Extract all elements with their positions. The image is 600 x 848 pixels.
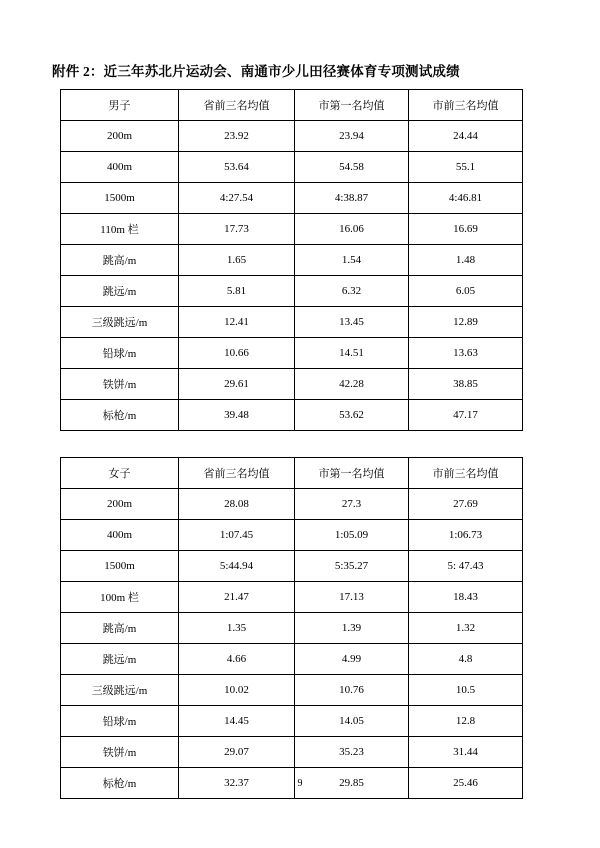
event-name: 铁饼/m [61, 369, 179, 400]
table-row [61, 706, 523, 737]
city-top3-avg: 24.44 [409, 121, 523, 152]
event-name: 1500m [61, 183, 179, 214]
city-first-avg: 14.05 [295, 706, 409, 737]
province-top3-avg: 29.61 [179, 369, 295, 400]
province-top3-avg: 10.66 [179, 338, 295, 369]
column-header: 男子 [61, 90, 179, 121]
table-row [61, 520, 523, 551]
city-first-avg: 35.23 [295, 737, 409, 768]
table-row [61, 183, 523, 214]
city-top3-avg: 12.89 [409, 307, 523, 338]
city-top3-avg: 47.17 [409, 400, 523, 431]
city-top3-avg: 10.5 [409, 675, 523, 706]
city-first-avg: 5:35.27 [295, 551, 409, 582]
city-top3-avg: 27.69 [409, 489, 523, 520]
city-first-avg: 53.62 [295, 400, 409, 431]
women-results-table [60, 457, 523, 799]
event-name: 110m 栏 [61, 214, 179, 245]
province-top3-avg: 5.81 [179, 276, 295, 307]
column-header: 市第一名均值 [295, 90, 409, 121]
city-top3-avg: 25.46 [409, 768, 523, 799]
table-header-row [61, 90, 523, 121]
page-title: 附件 2：近三年苏北片运动会、南通市少儿田径赛体育专项测试成绩 [52, 64, 460, 79]
city-first-avg: 16.06 [295, 214, 409, 245]
table-row [61, 675, 523, 706]
province-top3-avg: 12.41 [179, 307, 295, 338]
column-header: 市前三名均值 [409, 90, 523, 121]
city-first-avg: 1.54 [295, 245, 409, 276]
province-top3-avg: 4:27.54 [179, 183, 295, 214]
city-first-avg: 29.85 [295, 768, 409, 799]
column-header: 市前三名均值 [409, 458, 523, 489]
event-name: 1500m [61, 551, 179, 582]
province-top3-avg: 4.66 [179, 644, 295, 675]
event-name: 铅球/m [61, 706, 179, 737]
city-top3-avg: 16.69 [409, 214, 523, 245]
page-number: 9 [297, 778, 303, 789]
city-top3-avg: 18.43 [409, 582, 523, 613]
table-row [61, 307, 523, 338]
city-first-avg: 10.76 [295, 675, 409, 706]
table-row [61, 245, 523, 276]
table-row [61, 400, 523, 431]
table-row [61, 152, 523, 183]
table-row [61, 582, 523, 613]
table-row [61, 369, 523, 400]
city-top3-avg: 38.85 [409, 369, 523, 400]
men-results-table [60, 89, 523, 431]
city-top3-avg: 31.44 [409, 737, 523, 768]
province-top3-avg: 23.92 [179, 121, 295, 152]
city-top3-avg: 13.63 [409, 338, 523, 369]
province-top3-avg: 5:44.94 [179, 551, 295, 582]
table-row [61, 121, 523, 152]
table-row [61, 276, 523, 307]
table-row [61, 737, 523, 768]
province-top3-avg: 32.37 [179, 768, 295, 799]
city-first-avg: 4:38.87 [295, 183, 409, 214]
table-header-row [61, 458, 523, 489]
province-top3-avg: 1:07.45 [179, 520, 295, 551]
city-first-avg: 14.51 [295, 338, 409, 369]
table-row [61, 214, 523, 245]
city-top3-avg: 4:46.81 [409, 183, 523, 214]
event-name: 200m [61, 489, 179, 520]
province-top3-avg: 1.65 [179, 245, 295, 276]
city-first-avg: 6.32 [295, 276, 409, 307]
column-header: 省前三名均值 [179, 90, 295, 121]
table-row [61, 489, 523, 520]
city-first-avg: 27.3 [295, 489, 409, 520]
city-top3-avg: 12.8 [409, 706, 523, 737]
city-first-avg: 23.94 [295, 121, 409, 152]
event-name: 跳高/m [61, 245, 179, 276]
event-name: 铁饼/m [61, 737, 179, 768]
men-table-body [61, 90, 523, 431]
city-first-avg: 1.39 [295, 613, 409, 644]
table-row [61, 613, 523, 644]
city-top3-avg: 5: 47.43 [409, 551, 523, 582]
table-gap [52, 431, 548, 457]
event-name: 跳远/m [61, 276, 179, 307]
event-name: 200m [61, 121, 179, 152]
event-name: 标枪/m [61, 768, 179, 799]
event-name: 三级跳远/m [61, 675, 179, 706]
city-first-avg: 4.99 [295, 644, 409, 675]
city-top3-avg: 4.8 [409, 644, 523, 675]
province-top3-avg: 10.02 [179, 675, 295, 706]
table-row [61, 551, 523, 582]
city-first-avg: 1:05.09 [295, 520, 409, 551]
city-top3-avg: 55.1 [409, 152, 523, 183]
city-top3-avg: 1.32 [409, 613, 523, 644]
province-top3-avg: 53.64 [179, 152, 295, 183]
column-header: 女子 [61, 458, 179, 489]
event-name: 400m [61, 520, 179, 551]
table-row [61, 338, 523, 369]
province-top3-avg: 1.35 [179, 613, 295, 644]
city-top3-avg: 1:06.73 [409, 520, 523, 551]
province-top3-avg: 14.45 [179, 706, 295, 737]
province-top3-avg: 28.08 [179, 489, 295, 520]
event-name: 跳高/m [61, 613, 179, 644]
women-table-body [61, 458, 523, 799]
province-top3-avg: 21.47 [179, 582, 295, 613]
province-top3-avg: 29.07 [179, 737, 295, 768]
event-name: 100m 栏 [61, 582, 179, 613]
event-name: 400m [61, 152, 179, 183]
city-top3-avg: 1.48 [409, 245, 523, 276]
province-top3-avg: 17.73 [179, 214, 295, 245]
city-first-avg: 13.45 [295, 307, 409, 338]
city-first-avg: 42.28 [295, 369, 409, 400]
event-name: 标枪/m [61, 400, 179, 431]
city-top3-avg: 6.05 [409, 276, 523, 307]
city-first-avg: 17.13 [295, 582, 409, 613]
event-name: 三级跳远/m [61, 307, 179, 338]
event-name: 铅球/m [61, 338, 179, 369]
event-name: 跳远/m [61, 644, 179, 675]
province-top3-avg: 39.48 [179, 400, 295, 431]
column-header: 市第一名均值 [295, 458, 409, 489]
table-row [61, 644, 523, 675]
city-first-avg: 54.58 [295, 152, 409, 183]
column-header: 省前三名均值 [179, 458, 295, 489]
